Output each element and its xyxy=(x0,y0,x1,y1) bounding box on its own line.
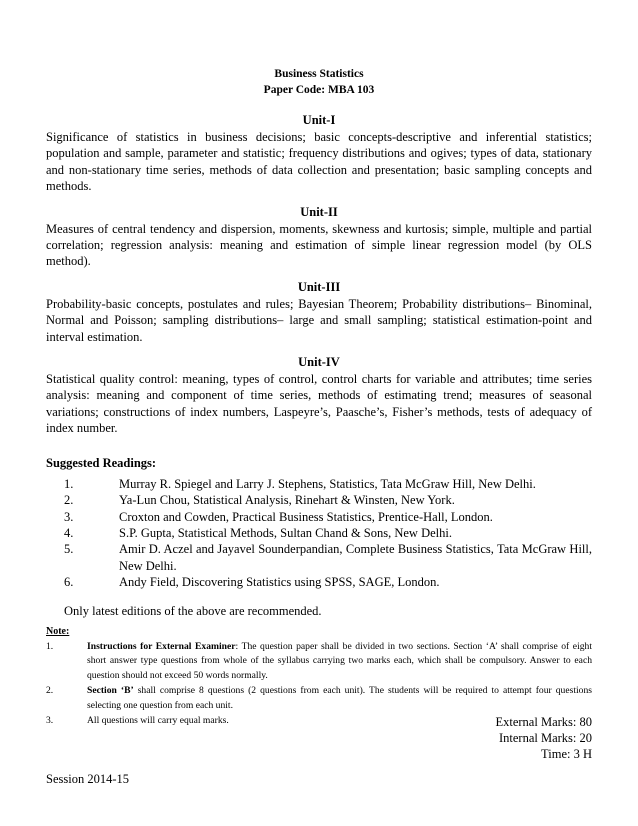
note-heading: Note: xyxy=(46,625,70,637)
list-number: 3. xyxy=(46,715,54,727)
reading-text: Amir D. Aczel and Jayavel Sounderpandian, Complete Business Statistics, Tata McGraw Hill, New Delhi. xyxy=(119,542,592,573)
course-title: Business Statistics xyxy=(274,68,364,80)
reading-text: Murray R. Spiegel and Larry J. Stephens, Statistics, Tata McGraw Hill, New Delhi. xyxy=(119,476,536,491)
reading-text: Andy Field, Discovering Statistics using SPSS, SAGE, London. xyxy=(119,575,440,590)
exam-time: Time: 3 H xyxy=(541,747,592,761)
list-item xyxy=(46,476,592,492)
syllabus-page xyxy=(46,66,592,730)
note-body: : The question paper shall be divided in two sections. Section ‘A’ shall comprise of eight short answer type questions from whole of the syllabus carrying two marks each, which shall be compulsory. Answer to each question should not exceed 50 words normally. xyxy=(87,640,592,681)
list-number: 5. xyxy=(64,542,74,557)
readings-list xyxy=(46,476,592,591)
note-bold-label: Section ‘B’ xyxy=(87,685,134,697)
list-item xyxy=(46,492,592,508)
paper-code: Paper Code: MBA 103 xyxy=(263,84,375,96)
note-body: shall comprise 8 questions (2 questions from each unit). The students will be required to attempt four questions selecting one question from each unit. xyxy=(87,685,592,711)
list-item xyxy=(46,684,592,713)
unit-section xyxy=(46,204,592,270)
list-number: 4. xyxy=(64,525,74,540)
list-number: 1. xyxy=(64,476,74,491)
list-item xyxy=(46,574,592,590)
unit-section xyxy=(46,279,592,345)
list-number: 2. xyxy=(64,493,74,508)
reading-text: S.P. Gupta, Statistical Methods, Sultan Chand & Sons, New Delhi. xyxy=(119,525,452,540)
list-item xyxy=(46,525,592,541)
unit-section xyxy=(46,112,592,195)
unit-section xyxy=(46,354,592,437)
note-bold-label: Instructions for External Examiner xyxy=(87,640,236,652)
latest-editions-note: Only latest editions of the above are recommended. xyxy=(64,603,322,618)
suggested-readings-heading: Suggested Readings: xyxy=(46,455,157,470)
unit-description: Measures of central tendency and dispersion, moments, skewness and kurtosis; simple, multiple and partial correlation; regression analysis: meaning and estimation of simple linear regression model (by OLS method). xyxy=(46,221,592,269)
list-item xyxy=(46,509,592,525)
note-body: All questions will carry equal marks. xyxy=(87,715,229,727)
reading-text: Croxton and Cowden, Practical Business Statistics, Prentice-Hall, London. xyxy=(119,509,493,524)
unit-heading: Unit-III xyxy=(297,279,341,294)
unit-description: Probability-basic concepts, postulates and rules; Bayesian Theorem; Probability distributions– Binominal, Normal and Poisson; sampling distributions– large and small sampling; statistical estimation-point and interval estimation. xyxy=(46,296,592,344)
external-marks: External Marks: 80 xyxy=(495,715,592,729)
session-label: Session 2014-15 xyxy=(46,772,129,786)
note-text xyxy=(87,640,592,684)
unit-heading: Unit-I xyxy=(302,113,336,127)
internal-marks: Internal Marks: 20 xyxy=(498,731,592,745)
reading-text: Ya-Lun Chou, Statistical Analysis, Rinehart & Winsten, New York. xyxy=(119,493,455,508)
list-item xyxy=(46,541,592,574)
unit-description: Significance of statistics in business decisions; basic concepts-descriptive and inferential statistics; population and sample, parameter and statistic; frequency distributions and ogives; types of data, stationary and non-stationary time series, methods of data collection and presentation; basic sampling concepts and methods. xyxy=(46,130,592,194)
unit-heading: Unit-IV xyxy=(298,355,340,370)
marks-block xyxy=(495,714,592,762)
unit-description: Statistical quality control: meaning, types of control, control charts for variable and attributes; time series analysis: meaning and component of time series, methods of estimating trend; measures of seasonal variations; constructions of index numbers, Laspeyre’s, Paasche’s, Fisher’s methods, tests of adequacy of index number. xyxy=(46,372,592,436)
note-text xyxy=(87,684,592,713)
list-number: 2. xyxy=(46,685,54,697)
unit-heading: Unit-II xyxy=(300,204,338,219)
list-number: 6. xyxy=(64,575,74,590)
list-number: 1. xyxy=(46,640,54,652)
list-item xyxy=(46,640,592,684)
list-number: 3. xyxy=(64,509,74,524)
